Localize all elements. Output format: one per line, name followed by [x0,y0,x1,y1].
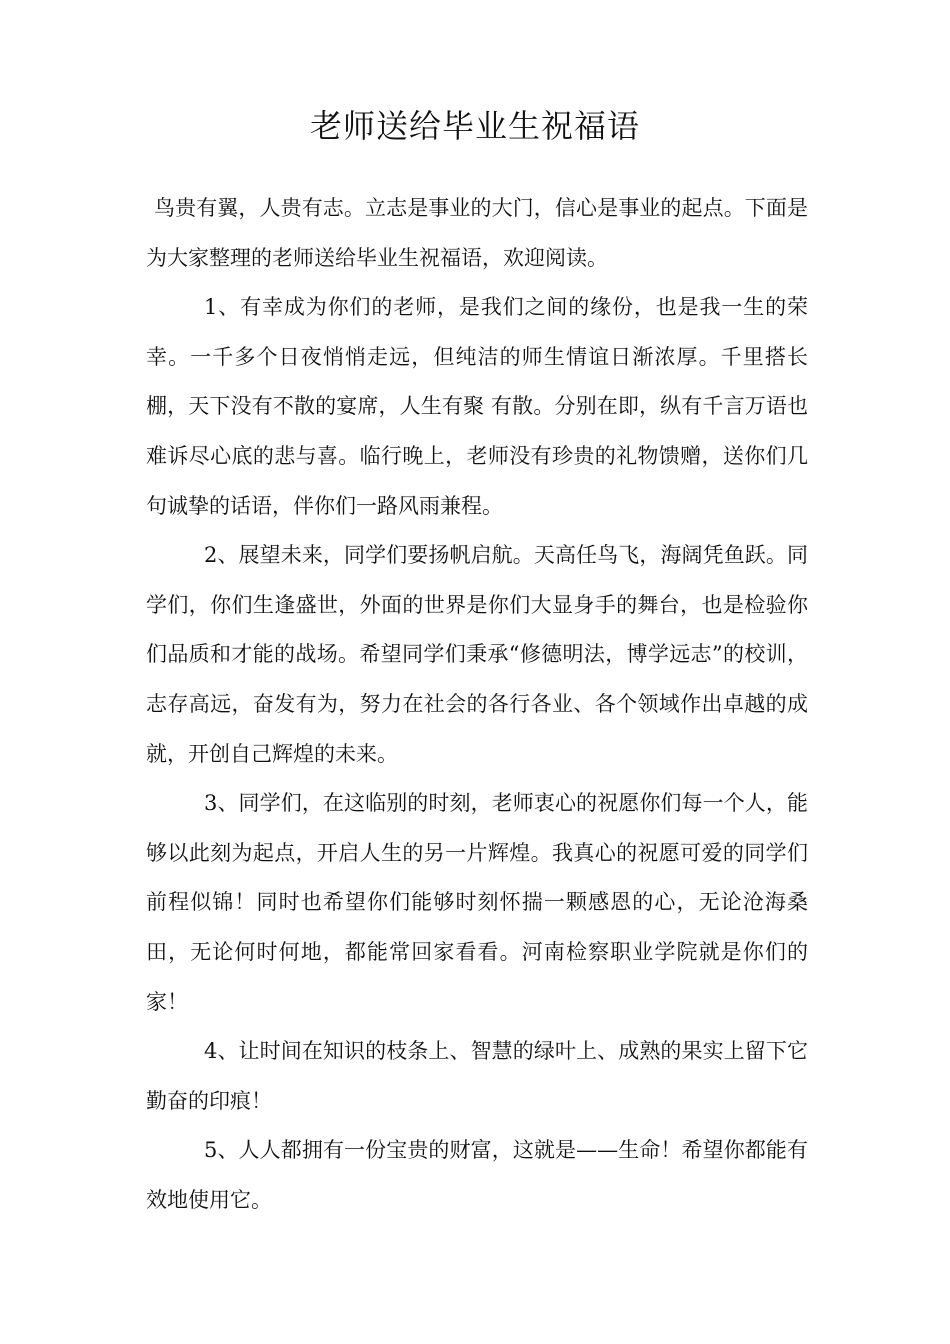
wish-paragraph-4: 4、让时间在知识的枝条上、智慧的绿叶上、成熟的果实上留下它勤奋的印痕！ [146,1039,808,1113]
wish-paragraph-1: 1、有幸成为你们的老师，是我们之间的缘份，也是我一生的荣幸。一千多个日夜悄悄走远，但纯洁的师生情谊日渐浓厚。千里搭长棚，天下没有不散的宴席，人生有聚 有散。分别在即，纵有千言万语也难诉尽心底的悲与喜。临行晚上，老师没有珍贵的礼物馈赠，送你们几句诚挚的话语，伴你们一路风雨兼程。 [146,295,808,518]
document-body [146,184,808,1225]
intro-paragraph: 鸟贵有翼，人贵有志。立志是事业的大门，信心是事业的起点。下面是为大家整理的老师送给毕业生祝福语，欢迎阅读。 [146,196,808,270]
wish-paragraph-5: 5、人人都拥有一份宝贵的财富，这就是——生命！希望你都能有效地使用它。 [146,1138,808,1212]
wish-paragraph-2: 2、展望未来，同学们要扬帆启航。天高任鸟飞，海阔凭鱼跃。同学们，你们生逢盛世，外面的世界是你们大显身手的舞台，也是检验你们品质和才能的战场。希望同学们秉承“修德明法，博学远志”的校训，志存高远，奋发有为，努力在社会的各行各业、各个领域作出卓越的成就，开创自己辉煌的未来。 [146,543,808,766]
wish-paragraph-3: 3、同学们，在这临别的时刻，老师衷心的祝愿你们每一个人，能够以此刻为起点，开启人生的另一片辉煌。我真心的祝愿可爱的同学们前程似锦！同时也希望你们能够时刻怀揣一颗感恩的心，无论沧海桑田，无论何时何地，都能常回家看看。河南检察职业学院就是你们的家！ [146,791,808,1014]
document-title: 老师送给毕业生祝福语 [309,107,640,145]
